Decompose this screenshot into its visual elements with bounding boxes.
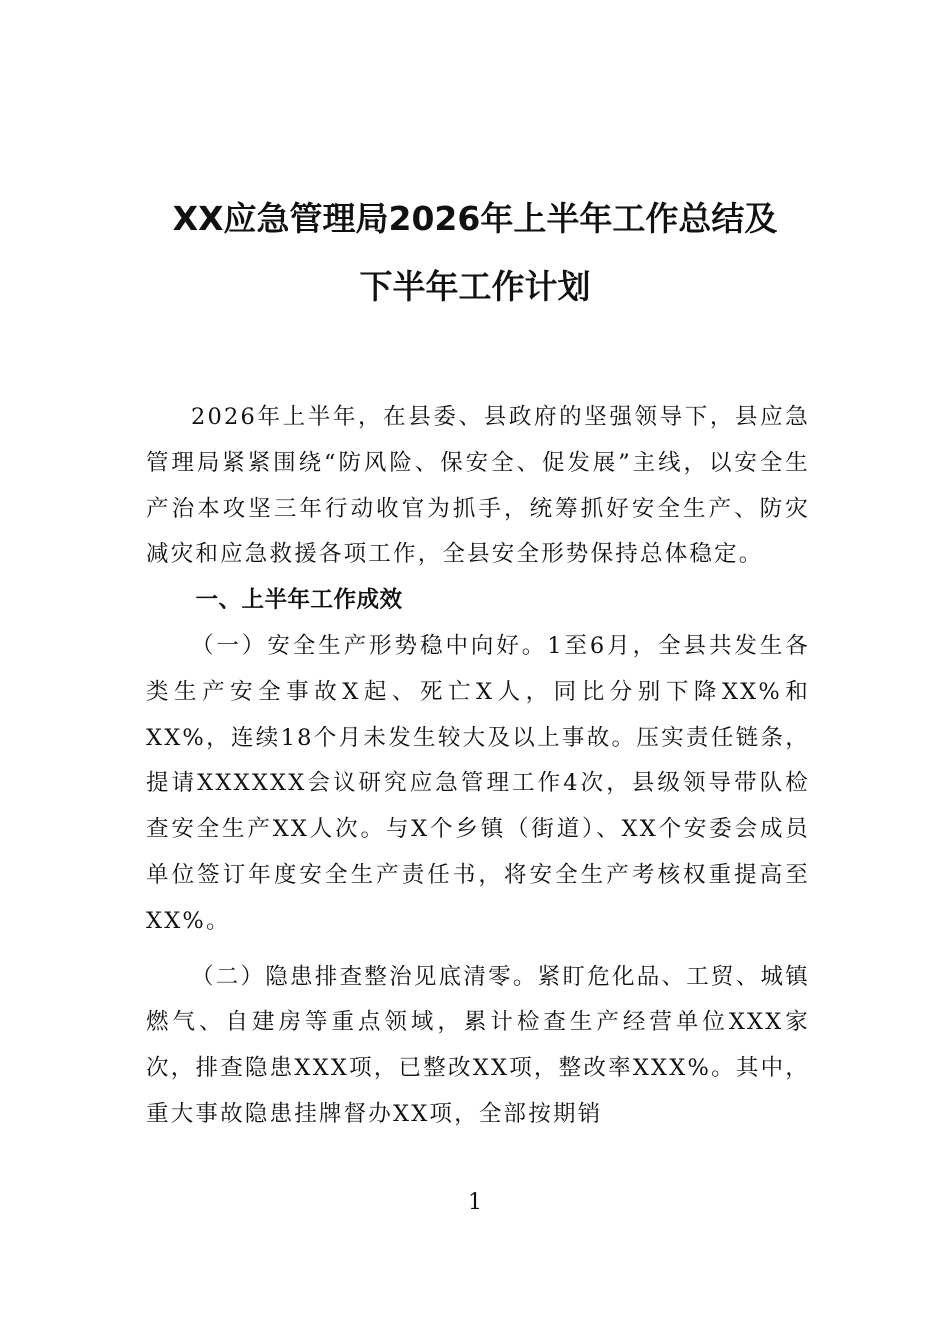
document-body <box>146 395 810 1138</box>
section-heading: 一、上半年工作成效 <box>195 587 403 614</box>
body-paragraph: （二）隐患排查整治见底清零。紧盯危化品、工贸、城镇燃气、自建房等重点领域，累计检查生产经营单位XXX家次，排查隐患XXX项，已整改XX项，整改率XXX%。其中，重大事故隐患挂牌督办XX项，全部按期销 <box>146 963 810 1127</box>
intro-paragraph: 2026年上半年，在县委、县政府的坚强领导下，县应急管理局紧紧围绕“防风险、保安全、促发展”主线，以安全生产治本攻坚三年行动收官为抓手，统筹抓好安全生产、防灾减灾和应急救援各项工作，全县安全形势保持总体稳定。 <box>146 404 810 568</box>
document-title-line-2: 下半年工作计划 <box>359 267 591 306</box>
page-number: 1 <box>468 1190 482 1215</box>
document-title-line-1: XX应急管理局2026年上半年工作总结及 <box>172 199 778 238</box>
body-paragraph: （一）安全生产形势稳中向好。1至6月，全县共发生各类生产安全事故X起、死亡X人，同比分别下降XX%和XX%，连续18个月未发生较大及以上事故。压实责任链条，提请XXXXXX会议研究应急管理工作4次，县级领导带队检查安全生产XX人次。与X个乡镇（街道）、XX个安委会成员单位签订年度安全生产责任书，将安全生产考核权重提高至XX%。 <box>146 632 810 934</box>
